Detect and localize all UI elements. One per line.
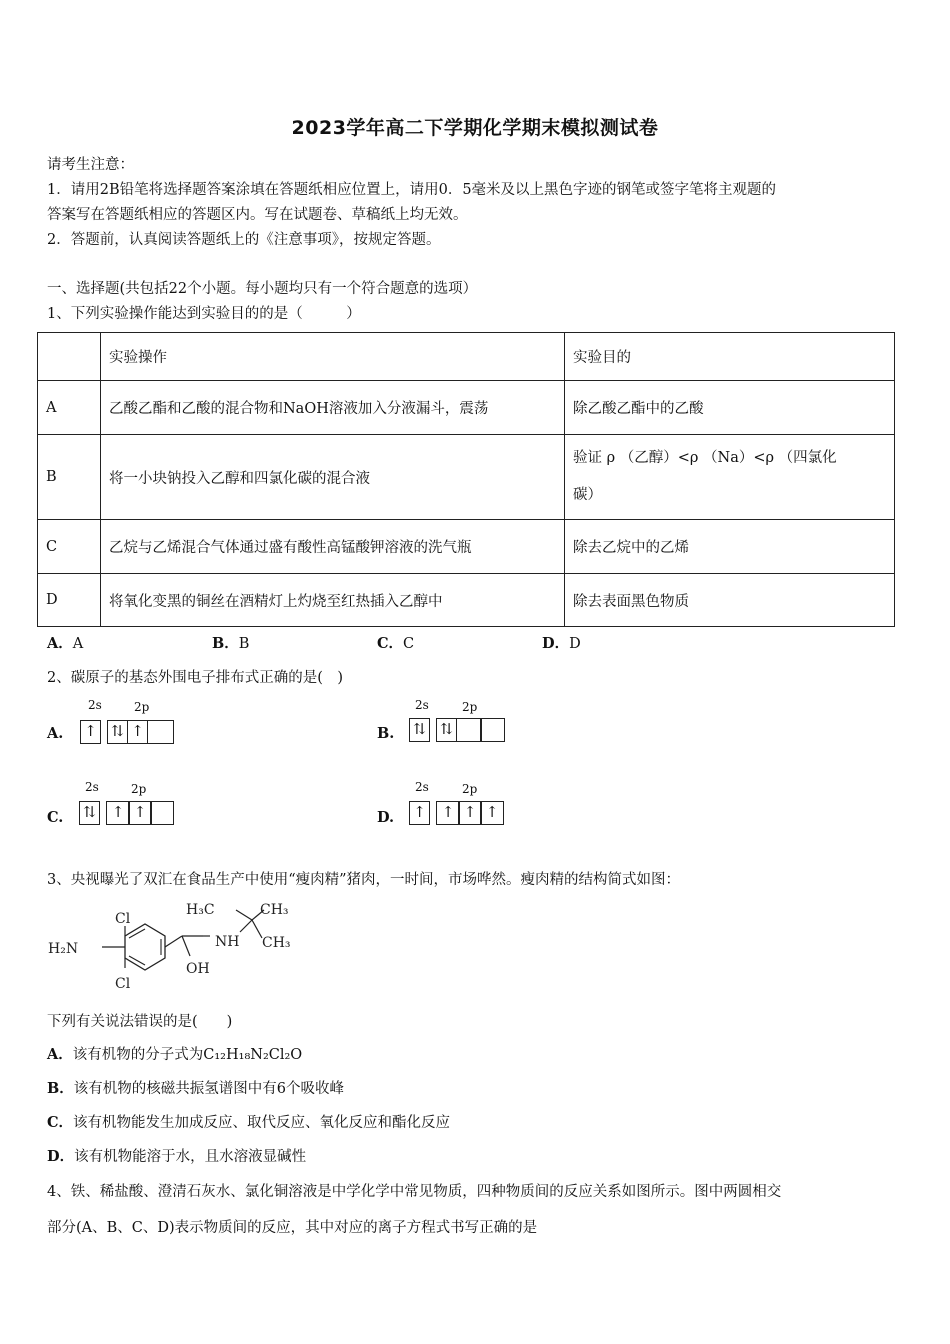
atom-cl-top: Cl — [115, 911, 131, 927]
orbital-box — [456, 718, 482, 742]
orbital-box — [128, 801, 152, 825]
atom-nh: NH — [215, 934, 240, 950]
q2-stem: 2、碳原子的基态外围电子排布式正确的是( ) — [47, 670, 344, 686]
electron-arrow: ↑ — [463, 803, 477, 821]
row-key: B — [38, 435, 101, 520]
q3-stem: 3、央视曝光了双汇在食品生产中使用“瘦肉精”猪肉，一时间，市场哗然。瘦肉精的结构简式如图： — [47, 872, 681, 888]
q3-option-d — [47, 1145, 306, 1166]
q2-option-label: B. — [377, 725, 395, 742]
ring-double-bond — [129, 929, 145, 938]
option-label: C． — [377, 635, 404, 652]
table-row — [38, 381, 895, 435]
q4-stem-line-1: 4、铁、稀盐酸、澄清石灰水、氯化铜溶液是中学化学中常见物质，四种物质间的反应关系如图所示。图中两圆相交 — [47, 1184, 782, 1200]
orbital-box — [436, 801, 460, 825]
q1-stem: 1、下列实验操作能达到实验目的的是（ ） — [47, 306, 361, 322]
orbital-label-2s: 2s — [415, 780, 429, 794]
option-text: D — [569, 636, 581, 652]
bond — [252, 920, 262, 938]
orbital-label-2p: 2p — [462, 782, 478, 796]
table-header-row — [38, 333, 895, 381]
bond — [240, 920, 252, 932]
row-goal: 除去表面黑色物质 — [565, 574, 895, 627]
orbital-box — [480, 718, 505, 742]
row-goal — [565, 435, 895, 520]
row-op: 将一小块钠投入乙醇和四氯化碳的混合液 — [101, 435, 565, 520]
row-goal: 除去乙烷中的乙烯 — [565, 520, 895, 574]
atom-amine: H₂N — [48, 941, 79, 957]
orbital-box — [106, 801, 130, 825]
orbital-box — [480, 801, 504, 825]
option-text: A — [72, 636, 84, 652]
row-key: A — [38, 381, 101, 435]
table-row — [38, 435, 895, 520]
orbital-box — [147, 720, 174, 744]
row-op: 乙烷与乙烯混合气体通过盛有酸性高锰酸钾溶液的洗气瓶 — [101, 520, 565, 574]
ring-double-bond — [129, 956, 145, 965]
atom-methyl-3: CH₃ — [262, 935, 291, 951]
orbital-label-2s: 2s — [88, 698, 102, 712]
orbital-box — [79, 801, 100, 825]
option-label: A． — [47, 1046, 73, 1063]
electron-arrow: ↑ — [84, 722, 97, 740]
bond — [182, 936, 190, 956]
orbital-box — [127, 720, 148, 744]
orbital-box — [409, 718, 430, 742]
q1-option-c — [377, 632, 414, 653]
orbital-label-2p: 2p — [131, 782, 147, 796]
option-label: D． — [542, 635, 570, 652]
orbital-label-2s: 2s — [415, 698, 429, 712]
option-text: 该有机物能溶于水，且水溶液显碱性 — [74, 1149, 307, 1165]
atom-methyl-2: CH₃ — [260, 902, 289, 918]
bond — [236, 910, 252, 920]
section-heading: 一、选择题(共包括22个小题。每小题均只有一个符合题意的选项） — [47, 281, 478, 297]
atom-cl-bottom: Cl — [115, 976, 131, 992]
orbital-box — [107, 720, 128, 744]
q3-option-c — [47, 1111, 450, 1132]
table-header-cell: 实验操作 — [101, 333, 565, 381]
option-label: D． — [47, 1148, 75, 1165]
q1-table — [37, 332, 895, 627]
option-label: B． — [212, 635, 239, 652]
q2-option-label: A. — [47, 725, 64, 742]
q3-question: 下列有关说法错误的是( ) — [47, 1014, 233, 1030]
electron-arrow: ↑ — [131, 722, 144, 740]
option-label: A． — [47, 635, 73, 652]
orbital-label-2p: 2p — [134, 700, 150, 714]
electron-arrow: ↑ — [485, 803, 499, 821]
orbital-box — [150, 801, 174, 825]
row-key: D — [38, 574, 101, 627]
table-row — [38, 574, 895, 627]
atom-oh: OH — [186, 961, 210, 977]
atom-methyl-1: H₃C — [186, 902, 215, 918]
orbital-box — [80, 720, 101, 744]
table-header-cell — [38, 333, 101, 381]
electron-arrow: ↑ — [441, 803, 455, 821]
row-op: 乙酸乙酯和乙酸的混合物和NaOH溶液加入分液漏斗，震荡 — [101, 381, 565, 435]
bond — [165, 936, 182, 947]
electron-arrow: ⇅ — [413, 720, 426, 738]
q2-option-label: C. — [47, 809, 64, 826]
electron-arrow: ↑ — [111, 803, 125, 821]
electron-arrow: ↑ — [413, 803, 426, 821]
q4-stem-line-2: 部分(A、B、C、D)表示物质间的反应，其中对应的离子方程式书写正确的是 — [47, 1220, 538, 1236]
row-goal-line: 验证 ρ （乙醇）<ρ （Na）<ρ （四氯化 — [573, 450, 837, 466]
row-key: C — [38, 520, 101, 574]
q1-option-d — [542, 632, 581, 653]
notice-line-2: 答案写在答题纸相应的答题区内。写在试题卷、草稿纸上均无效。 — [47, 207, 468, 223]
option-label: B． — [47, 1080, 74, 1097]
option-text: 该有机物的核磁共振氢谱图中有6个吸收峰 — [73, 1081, 344, 1097]
orbital-box — [436, 718, 457, 742]
electron-arrow: ⇅ — [111, 722, 124, 740]
electron-arrow: ↑ — [133, 803, 147, 821]
row-op: 将氧化变黑的铜丝在酒精灯上灼烧至红热插入乙醇中 — [101, 574, 565, 627]
q2-option-label: D. — [377, 809, 395, 826]
electron-arrow: ⇅ — [440, 720, 453, 738]
orbital-label-2s: 2s — [85, 780, 99, 794]
option-text: 该有机物能发生加成反应、取代反应、氧化反应和酯化反应 — [73, 1115, 451, 1131]
page-title: 2023学年高二下学期化学期末模拟测试卷 — [291, 117, 659, 139]
option-label: C． — [47, 1114, 74, 1131]
benzene-ring — [125, 924, 165, 970]
orbital-box — [458, 801, 482, 825]
q1-option-a — [47, 632, 83, 653]
electron-arrow: ⇅ — [83, 803, 96, 821]
option-text: B — [238, 636, 250, 652]
notice-line-3: 2．答题前，认真阅读答题纸上的《注意事项》，按规定答题。 — [47, 232, 441, 248]
orbital-label-2p: 2p — [462, 700, 478, 714]
orbital-box — [409, 801, 430, 825]
q3-option-a — [47, 1043, 302, 1064]
row-goal-line: 碳） — [573, 487, 602, 503]
row-goal: 除乙酸乙酯中的乙酸 — [565, 381, 895, 435]
table-row — [38, 520, 895, 574]
structure-diagram — [40, 896, 310, 996]
notice-heading: 请考生注意： — [47, 157, 134, 173]
option-text: C — [403, 636, 415, 652]
notice-line-1: 1．请用2B铅笔将选择题答案涂填在答题纸相应位置上，请用0．5毫米及以上黑色字迹的钢笔或签字笔将主观题的 — [47, 182, 777, 198]
q3-option-b — [47, 1077, 344, 1098]
q1-option-b — [212, 632, 249, 653]
table-header-cell: 实验目的 — [565, 333, 895, 381]
option-text: 该有机物的分子式为C₁₂H₁₈N₂Cl₂O — [72, 1047, 303, 1063]
